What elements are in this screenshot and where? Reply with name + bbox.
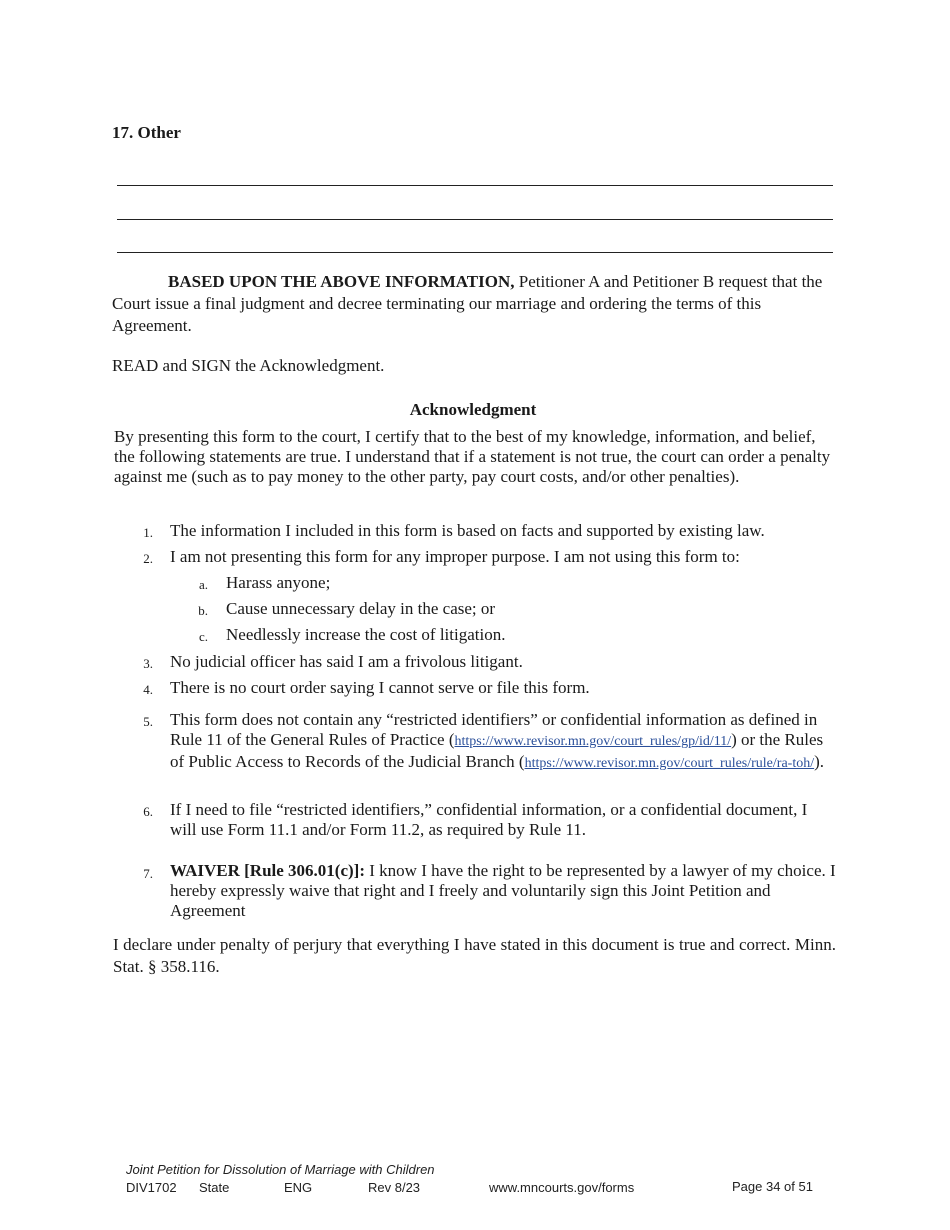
request-paragraph	[112, 271, 834, 337]
item-text: No judicial officer has said I am a frivolous litigant.	[170, 652, 523, 671]
blank-line-3	[117, 252, 833, 253]
blank-line-1	[117, 185, 833, 186]
acknowledgment-intro: By presenting this form to the court, I certify that to the best of my knowledge, information, and belief, the following statements are true. I understand that if a statement is not true, the court can order a penalty against me (such as to pay money to the other party, pay court costs, and/or other penalties).	[114, 427, 831, 486]
item-number: 4.	[143, 682, 153, 697]
ra-toh-link[interactable]: https://www.revisor.mn.gov/court_rules/rule/ra-toh/	[524, 756, 815, 771]
gp-rule-11-link[interactable]: https://www.revisor.mn.gov/court_rules/gp/id/11/	[454, 734, 732, 749]
footer-jurisdiction: State	[199, 1180, 230, 1195]
footer-form-title: Joint Petition for Dissolution of Marriage with Children	[126, 1162, 435, 1177]
item-text-part: This form does not contain any “restricted identifiers” or confidential information as defined in Rule 11 of the General Rules of Practice (	[170, 710, 818, 749]
item-number: 6.	[143, 804, 153, 819]
item-text: The information I included in this form is based on facts and supported by existing law.	[170, 521, 765, 540]
request-lead: BASED UPON THE ABOVE INFORMATION,	[168, 272, 515, 291]
footer-form-id: DIV1702	[126, 1180, 177, 1195]
item-number: 3.	[143, 656, 153, 671]
acknowledgment-title: Acknowledgment	[409, 400, 537, 419]
subitem-text: Harass anyone;	[226, 573, 331, 592]
subitem-letter: c.	[198, 629, 208, 644]
blank-line-2	[117, 219, 833, 220]
item-number: 7.	[143, 866, 153, 881]
waiver-text: I know I have the right to be represented by a lawyer of my choice. I hereby expressly waive that right and I freely and voluntarily sign this Joint Petition and Agreement	[170, 861, 836, 920]
item-text: If I need to file “restricted identifiers,” confidential information, or a confidential document, I will use Form 11.1 and/or Form 11.2, as required by Rule 11.	[170, 800, 808, 839]
item-text	[170, 710, 840, 774]
perjury-declaration: I declare under penalty of perjury that everything I have stated in this document is true and correct. Minn. Stat. § 358.116.	[113, 935, 836, 976]
subitem-letter: a.	[198, 577, 208, 592]
item-text-part: ).	[814, 752, 825, 771]
item-text: There is no court order saying I cannot serve or file this form.	[170, 678, 590, 697]
item-number: 5.	[143, 714, 153, 729]
subitem-text: Needlessly increase the cost of litigation.	[226, 625, 506, 644]
subitem-letter: b.	[198, 603, 208, 618]
footer-language: ENG	[284, 1180, 313, 1195]
section-title: 17. Other	[112, 123, 181, 142]
item-text	[170, 861, 838, 921]
footer-page-number: Page 34 of 51	[732, 1179, 813, 1194]
subitem-text: Cause unnecessary delay in the case; or	[226, 599, 496, 618]
item-text-part: ) or the Rules of Public Access to Records of the Judicial Branch (	[170, 730, 824, 771]
request-text: Petitioner A and Petitioner B request that the Court issue a final judgment and decree terminating our marriage and ordering the terms of this Agreement.	[112, 272, 823, 335]
waiver-lead: WAIVER [Rule 306.01(c)]:	[170, 861, 366, 880]
footer-revision: Rev 8/23	[368, 1180, 421, 1195]
footer-website: www.mncourts.gov/forms	[489, 1180, 635, 1195]
sign-instruction: READ and SIGN the Acknowledgment.	[112, 356, 385, 375]
item-number: 2.	[143, 551, 153, 566]
item-text: I am not presenting this form for any improper purpose. I am not using this form to:	[170, 547, 740, 566]
item-number: 1.	[143, 525, 153, 540]
